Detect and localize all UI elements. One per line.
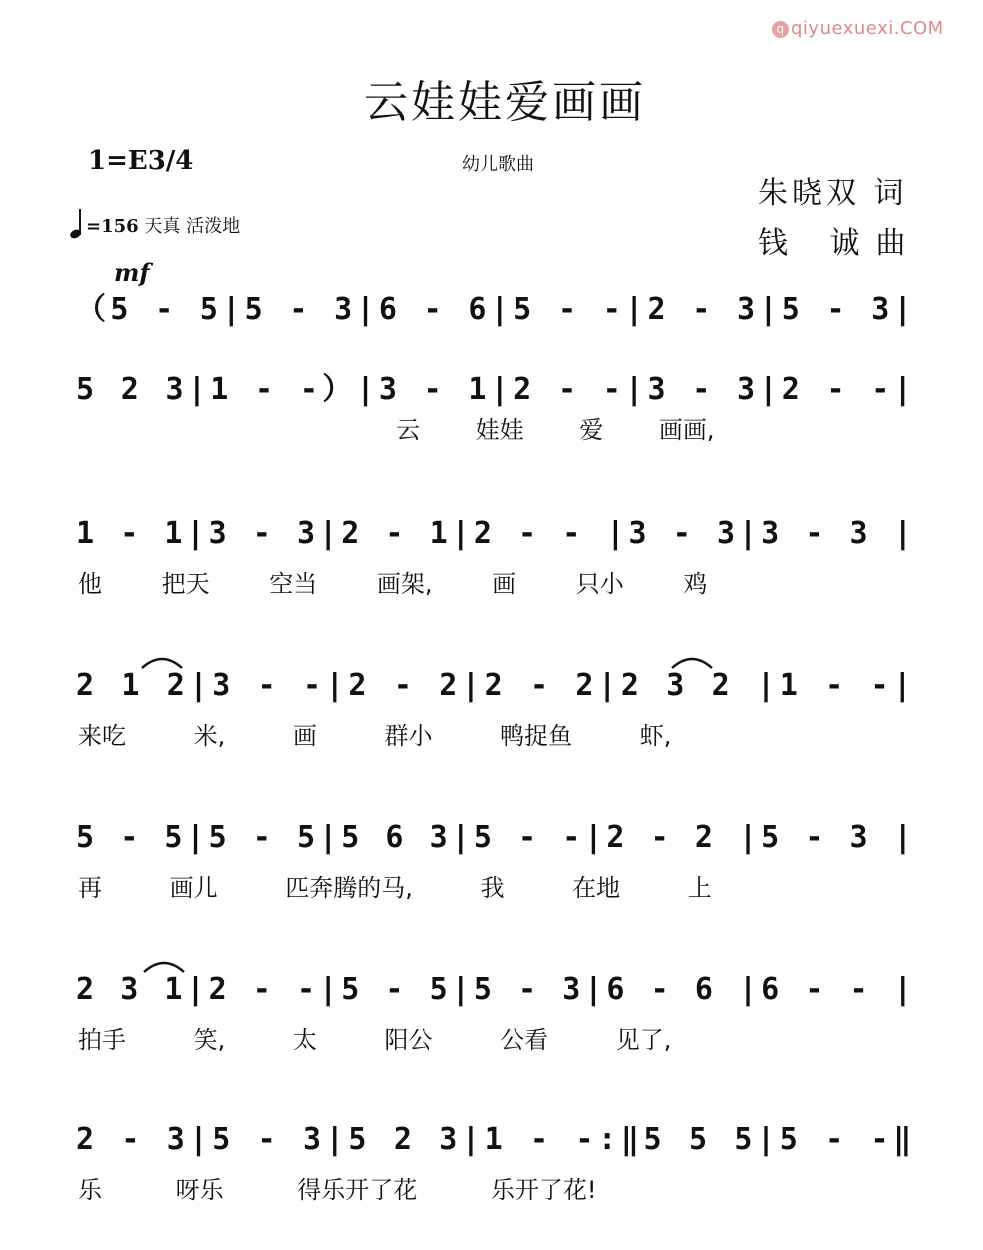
slur-mark — [670, 654, 714, 670]
score-line-5-lyrics: 再 画儿 匹奔腾的马, 我 在地 上 — [78, 874, 712, 902]
score-line-7-lyrics: 乐 呀乐 得乐开了花 乐开了花! — [78, 1176, 597, 1204]
score-line-5-notes: 5 - 5|5 - 5|5 6 3|5 - -|2 - 2 |5 - 3 | — [76, 820, 916, 855]
key-signature: 1=E3/4 — [88, 146, 194, 176]
score-line-3-notes: 1 - 1|3 - 3|2 - 1|2 - - |3 - 3|3 - 3 | — [76, 516, 916, 551]
score-line-2-lyrics: 云 娃娃 爱 画画, — [396, 416, 715, 444]
score-line-6-notes: 2 3 1|2 - -|5 - 5|5 - 3|6 - 6 |6 - - | — [76, 972, 916, 1007]
song-title: 云娃娃爱画画 — [364, 77, 646, 128]
watermark-logo-icon: q — [772, 21, 789, 38]
composer-credit: 钱 诚曲 — [758, 226, 922, 261]
slur-mark — [140, 654, 184, 670]
score-line-1-notes: （5 - 5|5 - 3|6 - 6|5 - -|2 - 3|5 - 3| — [76, 292, 917, 327]
site-watermark — [772, 18, 944, 39]
genre-label: 幼儿歌曲 — [462, 154, 534, 175]
tempo-marking — [70, 210, 240, 240]
score-line-2-notes: 5 2 3|1 - -）|3 - 1|2 - -|3 - 3|2 - -| — [76, 372, 917, 407]
score-line-4-notes: 2 1 2|3 - -|2 - 2|2 - 2|2 3 2 |1 - -| — [76, 668, 916, 703]
dynamic-marking: mf — [114, 258, 150, 287]
tempo-expression: 天真 活泼地 — [144, 216, 241, 237]
lyricist-credit: 朱晓双 词 — [758, 176, 908, 211]
quarter-note-icon — [70, 210, 86, 240]
score-line-4-lyrics: 来吃 米, 画 群小 鸭捉鱼 虾, — [78, 722, 672, 750]
tempo-value: =156 — [86, 216, 139, 237]
score-line-6-lyrics: 拍手 笑, 太 阳公 公看 见了, — [78, 1026, 672, 1054]
slur-mark — [142, 958, 186, 974]
watermark-text: qiyuexuexi.COM — [791, 18, 944, 39]
score-line-3-lyrics: 他 把天 空当 画架, 画 只小 鸡 — [78, 570, 708, 598]
score-line-7-notes: 2 - 3|5 - 3|5 2 3|1 - -:‖5 5 5|5 - -‖ — [76, 1122, 916, 1157]
